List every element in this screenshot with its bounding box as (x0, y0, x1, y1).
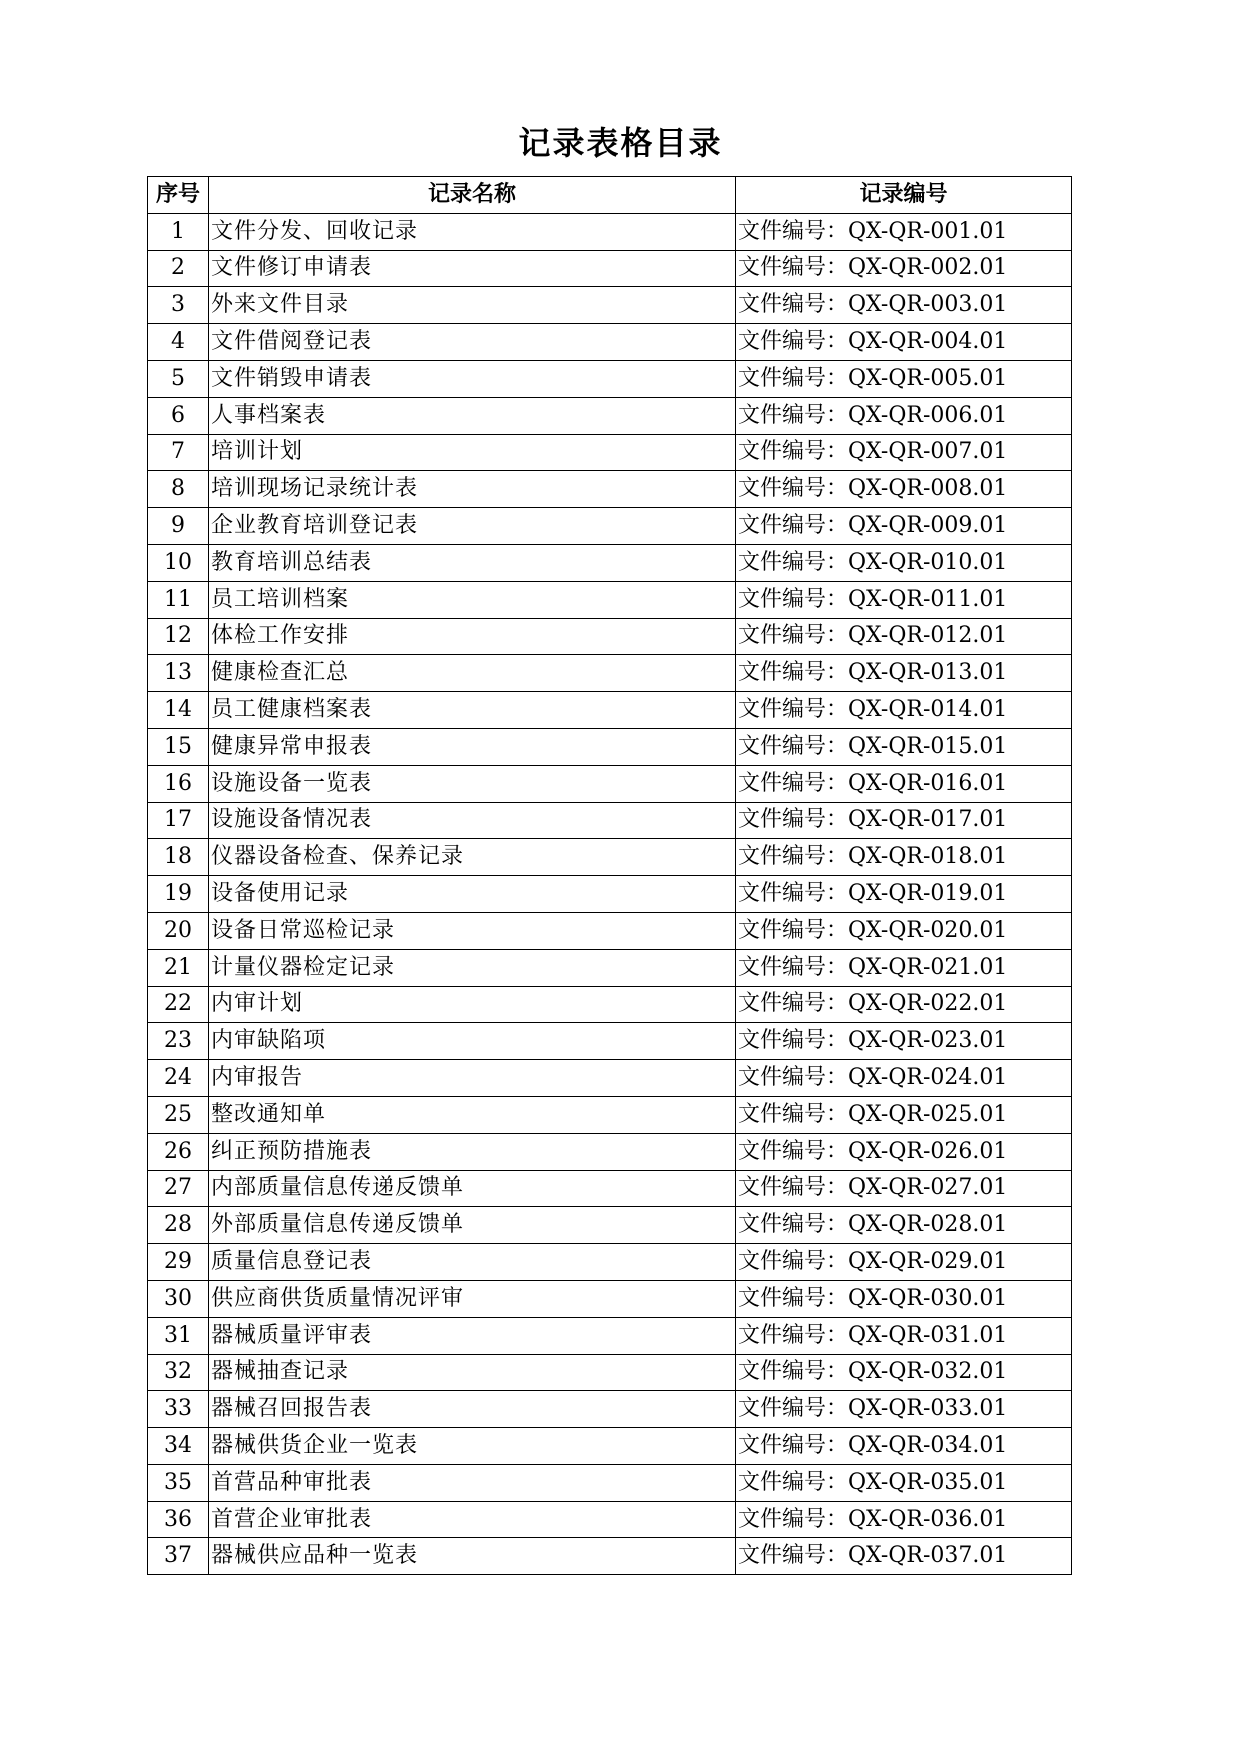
table-row (148, 250, 1072, 287)
table-row (148, 1023, 1072, 1060)
record-name: 企业教育培训登记表 (209, 508, 736, 545)
record-code: 文件编号：QX-QR-011.01 (736, 581, 1072, 618)
record-name: 器械召回报告表 (209, 1391, 736, 1428)
table-row (148, 581, 1072, 618)
row-number: 10 (148, 544, 209, 581)
row-number: 16 (148, 765, 209, 802)
table-row (148, 1170, 1072, 1207)
record-code: 文件编号：QX-QR-031.01 (736, 1317, 1072, 1354)
table-row (148, 544, 1072, 581)
record-name: 员工培训档案 (209, 581, 736, 618)
row-number: 27 (148, 1170, 209, 1207)
record-name: 教育培训总结表 (209, 544, 736, 581)
row-number: 25 (148, 1096, 209, 1133)
row-number: 2 (148, 250, 209, 287)
row-number: 31 (148, 1317, 209, 1354)
record-name: 健康异常申报表 (209, 728, 736, 765)
row-number: 21 (148, 949, 209, 986)
row-number: 5 (148, 360, 209, 397)
record-code: 文件编号：QX-QR-033.01 (736, 1391, 1072, 1428)
records-table-body (148, 213, 1072, 1574)
table-row (148, 1317, 1072, 1354)
table-row (148, 1501, 1072, 1538)
record-code: 文件编号：QX-QR-012.01 (736, 618, 1072, 655)
row-number: 26 (148, 1133, 209, 1170)
record-code: 文件编号：QX-QR-007.01 (736, 434, 1072, 471)
record-name: 文件修订申请表 (209, 250, 736, 287)
table-row (148, 1096, 1072, 1133)
record-code: 文件编号：QX-QR-021.01 (736, 949, 1072, 986)
row-number: 11 (148, 581, 209, 618)
record-code: 文件编号：QX-QR-036.01 (736, 1501, 1072, 1538)
row-number: 17 (148, 802, 209, 839)
row-number: 13 (148, 655, 209, 692)
row-number: 19 (148, 876, 209, 913)
record-code: 文件编号：QX-QR-035.01 (736, 1464, 1072, 1501)
table-row (148, 1280, 1072, 1317)
row-number: 30 (148, 1280, 209, 1317)
record-code: 文件编号：QX-QR-015.01 (736, 728, 1072, 765)
table-row (148, 1464, 1072, 1501)
record-code: 文件编号：QX-QR-002.01 (736, 250, 1072, 287)
record-code: 文件编号：QX-QR-017.01 (736, 802, 1072, 839)
row-number: 18 (148, 839, 209, 876)
table-row (148, 765, 1072, 802)
row-number: 29 (148, 1244, 209, 1281)
record-name: 纠正预防措施表 (209, 1133, 736, 1170)
record-code: 文件编号：QX-QR-008.01 (736, 471, 1072, 508)
row-number: 6 (148, 397, 209, 434)
record-code: 文件编号：QX-QR-026.01 (736, 1133, 1072, 1170)
record-name: 人事档案表 (209, 397, 736, 434)
row-number: 34 (148, 1428, 209, 1465)
record-name: 质量信息登记表 (209, 1244, 736, 1281)
record-name: 文件分发、回收记录 (209, 213, 736, 250)
page-title: 记录表格目录 (518, 124, 723, 162)
record-code: 文件编号：QX-QR-018.01 (736, 839, 1072, 876)
table-row (148, 949, 1072, 986)
record-code: 文件编号：QX-QR-023.01 (736, 1023, 1072, 1060)
table-row (148, 912, 1072, 949)
row-number: 22 (148, 986, 209, 1023)
records-table (147, 176, 1072, 1575)
column-header-no: 序号 (148, 177, 209, 214)
row-number: 36 (148, 1501, 209, 1538)
record-code: 文件编号：QX-QR-028.01 (736, 1207, 1072, 1244)
record-name: 文件销毁申请表 (209, 360, 736, 397)
record-code: 文件编号：QX-QR-032.01 (736, 1354, 1072, 1391)
row-number: 37 (148, 1538, 209, 1575)
record-code: 文件编号：QX-QR-037.01 (736, 1538, 1072, 1575)
table-row (148, 986, 1072, 1023)
record-code: 文件编号：QX-QR-010.01 (736, 544, 1072, 581)
table-row (148, 213, 1072, 250)
record-name: 设施设备情况表 (209, 802, 736, 839)
table-row (148, 287, 1072, 324)
record-code: 文件编号：QX-QR-005.01 (736, 360, 1072, 397)
record-name: 首营品种审批表 (209, 1464, 736, 1501)
record-name: 器械质量评审表 (209, 1317, 736, 1354)
record-name: 器械抽查记录 (209, 1354, 736, 1391)
table-row (148, 1391, 1072, 1428)
table-row (148, 360, 1072, 397)
record-name: 培训现场记录统计表 (209, 471, 736, 508)
record-code: 文件编号：QX-QR-024.01 (736, 1060, 1072, 1097)
row-number: 4 (148, 324, 209, 361)
row-number: 1 (148, 213, 209, 250)
record-code: 文件编号：QX-QR-025.01 (736, 1096, 1072, 1133)
table-row (148, 1538, 1072, 1575)
row-number: 15 (148, 728, 209, 765)
record-name: 体检工作安排 (209, 618, 736, 655)
record-name: 健康检查汇总 (209, 655, 736, 692)
table-row (148, 839, 1072, 876)
row-number: 8 (148, 471, 209, 508)
column-header-name: 记录名称 (209, 177, 736, 214)
record-name: 内部质量信息传递反馈单 (209, 1170, 736, 1207)
record-name: 内审计划 (209, 986, 736, 1023)
record-name: 设备日常巡检记录 (209, 912, 736, 949)
table-row (148, 1244, 1072, 1281)
row-number: 7 (148, 434, 209, 471)
record-code: 文件编号：QX-QR-034.01 (736, 1428, 1072, 1465)
row-number: 33 (148, 1391, 209, 1428)
record-name: 内审报告 (209, 1060, 736, 1097)
record-code: 文件编号：QX-QR-016.01 (736, 765, 1072, 802)
record-name: 外部质量信息传递反馈单 (209, 1207, 736, 1244)
table-row (148, 324, 1072, 361)
table-row (148, 1207, 1072, 1244)
row-number: 3 (148, 287, 209, 324)
row-number: 32 (148, 1354, 209, 1391)
column-header-code: 记录编号 (736, 177, 1072, 214)
record-code: 文件编号：QX-QR-020.01 (736, 912, 1072, 949)
record-name: 计量仪器检定记录 (209, 949, 736, 986)
row-number: 23 (148, 1023, 209, 1060)
table-row (148, 1354, 1072, 1391)
record-name: 外来文件目录 (209, 287, 736, 324)
table-row (148, 876, 1072, 913)
row-number: 28 (148, 1207, 209, 1244)
record-name: 设备使用记录 (209, 876, 736, 913)
record-name: 文件借阅登记表 (209, 324, 736, 361)
record-code: 文件编号：QX-QR-001.01 (736, 213, 1072, 250)
record-name: 设施设备一览表 (209, 765, 736, 802)
row-number: 12 (148, 618, 209, 655)
table-row (148, 728, 1072, 765)
record-name: 培训计划 (209, 434, 736, 471)
record-code: 文件编号：QX-QR-014.01 (736, 692, 1072, 729)
table-row (148, 1133, 1072, 1170)
record-code: 文件编号：QX-QR-027.01 (736, 1170, 1072, 1207)
table-row (148, 508, 1072, 545)
table-row (148, 471, 1072, 508)
record-code: 文件编号：QX-QR-013.01 (736, 655, 1072, 692)
record-code: 文件编号：QX-QR-003.01 (736, 287, 1072, 324)
record-code: 文件编号：QX-QR-030.01 (736, 1280, 1072, 1317)
table-row (148, 1060, 1072, 1097)
table-row (148, 434, 1072, 471)
row-number: 14 (148, 692, 209, 729)
record-code: 文件编号：QX-QR-029.01 (736, 1244, 1072, 1281)
table-header-row (148, 177, 1072, 214)
record-name: 首营企业审批表 (209, 1501, 736, 1538)
table-row (148, 618, 1072, 655)
table-row (148, 397, 1072, 434)
table-row (148, 692, 1072, 729)
record-name: 员工健康档案表 (209, 692, 736, 729)
table-row (148, 655, 1072, 692)
record-code: 文件编号：QX-QR-019.01 (736, 876, 1072, 913)
row-number: 9 (148, 508, 209, 545)
record-name: 整改通知单 (209, 1096, 736, 1133)
row-number: 24 (148, 1060, 209, 1097)
record-name: 仪器设备检查、保养记录 (209, 839, 736, 876)
record-code: 文件编号：QX-QR-004.01 (736, 324, 1072, 361)
record-name: 器械供应品种一览表 (209, 1538, 736, 1575)
record-code: 文件编号：QX-QR-006.01 (736, 397, 1072, 434)
record-name: 供应商供货质量情况评审 (209, 1280, 736, 1317)
record-name: 内审缺陷项 (209, 1023, 736, 1060)
row-number: 20 (148, 912, 209, 949)
table-row (148, 1428, 1072, 1465)
table-row (148, 802, 1072, 839)
row-number: 35 (148, 1464, 209, 1501)
record-name: 器械供货企业一览表 (209, 1428, 736, 1465)
record-code: 文件编号：QX-QR-022.01 (736, 986, 1072, 1023)
record-code: 文件编号：QX-QR-009.01 (736, 508, 1072, 545)
